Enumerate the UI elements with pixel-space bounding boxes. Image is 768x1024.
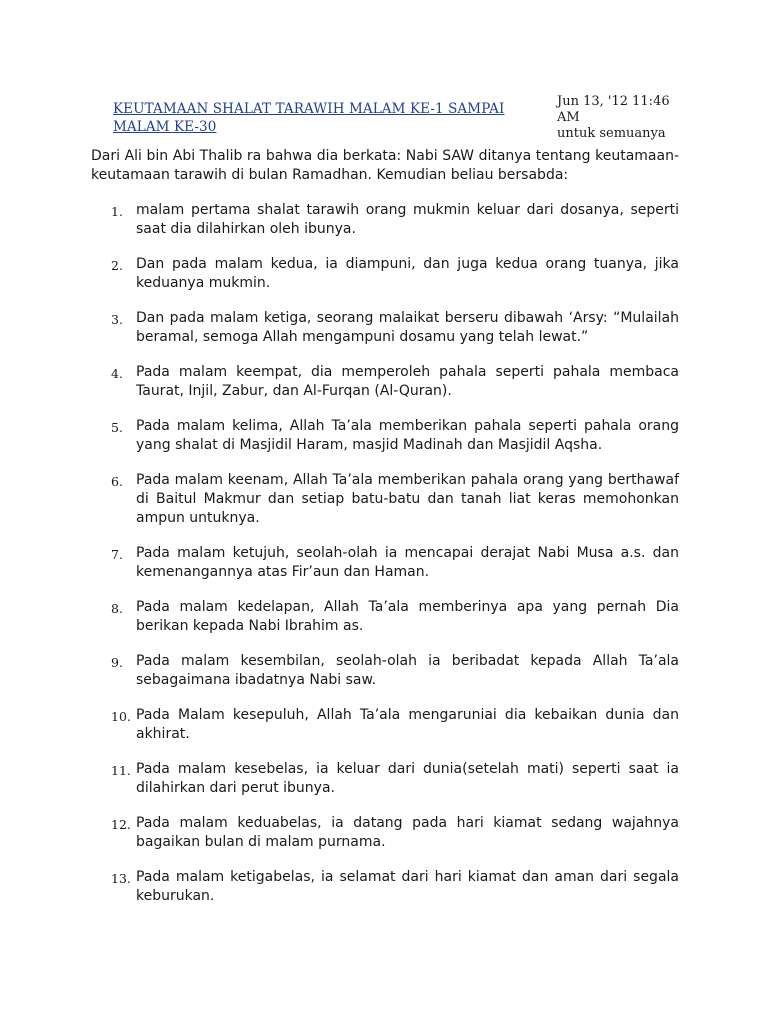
post-meta	[557, 94, 707, 142]
list-item	[91, 309, 679, 347]
list-item	[91, 544, 679, 582]
list-item-text: Pada malam kesebelas, ia keluar dari dunia(setelah mati) seperti saat ia dilahirkan dari perut ibunya.	[136, 761, 679, 796]
list-item-text: Pada malam keduabelas, ia datang pada hari kiamat sedang wajahnya bagaikan bulan di malam purnama.	[136, 815, 679, 850]
list-item-text: Pada malam kelima, Allah Ta’ala memberikan pahala seperti pahala orang yang shalat di Masjidil Haram, masjid Madinah dan Masjidil Aqsha.	[136, 418, 679, 453]
list-item	[91, 814, 679, 852]
article-title-link[interactable]	[113, 100, 505, 136]
list-item-number: 5.	[111, 420, 123, 435]
list-item-text: Dan pada malam kedua, ia diampuni, dan juga kedua orang tuanya, jika keduanya mukmin.	[136, 256, 679, 291]
list-item-number: 1.	[111, 204, 123, 219]
list-item-number: 10.	[111, 709, 131, 724]
list-item-text: malam pertama shalat tarawih orang mukmin keluar dari dosanya, seperti saat dia dilahirkan oleh ibunya.	[136, 202, 679, 237]
list-item-text: Pada malam kesembilan, seolah-olah ia beribadat kepada Allah Ta’ala sebagaimana ibadatnya Nabi saw.	[136, 653, 679, 688]
list-item	[91, 652, 679, 690]
article-title-line-1[interactable]: KEUTAMAAN SHALAT TARAWIH MALAM KE-1 SAMPAI	[113, 101, 505, 117]
list-item-number: 2.	[111, 258, 123, 273]
list-item-number: 3.	[111, 312, 123, 327]
list-item	[91, 201, 679, 239]
article-title-line-2[interactable]: MALAM KE-30	[113, 119, 217, 135]
list-item-text: Pada malam keempat, dia memperoleh pahala seperti pahala membaca Taurat, Injil, Zabur, dan Al-Furqan (Al-Quran).	[136, 364, 679, 399]
list-item	[91, 363, 679, 401]
list-item-number: 9.	[111, 655, 123, 670]
intro-paragraph: Dari Ali bin Abi Thalib ra bahwa dia berkata: Nabi SAW ditanya tentang keutamaan-keutamaan tarawih di bulan Ramadhan. Kemudian beliau bersabda:	[91, 148, 679, 183]
list-item-text: Pada malam keenam, Allah Ta’ala memberikan pahala orang yang berthawaf di Baitul Makmur dan setiap batu-batu dan tanah liat keras memohonkan ampun untuknya.	[136, 472, 679, 526]
list-item	[91, 868, 679, 906]
virtues-list	[91, 201, 679, 906]
list-item-number: 4.	[111, 366, 123, 381]
list-item-number: 11.	[111, 763, 131, 778]
list-item	[91, 760, 679, 798]
post-audience: untuk semuanya	[557, 126, 666, 141]
list-item	[91, 706, 679, 744]
list-item	[91, 417, 679, 455]
list-item	[91, 255, 679, 293]
list-item-number: 12.	[111, 817, 131, 832]
list-item-number: 13.	[111, 871, 131, 886]
post-date-line-2: AM	[557, 110, 580, 125]
list-item	[91, 598, 679, 636]
list-item	[91, 471, 679, 528]
post-date-line-1: Jun 13, '12 11:46	[557, 94, 670, 109]
list-item-number: 8.	[111, 601, 123, 616]
list-item-text: Pada malam kedelapan, Allah Ta’ala memberinya apa yang pernah Dia berikan kepada Nabi Ibrahim as.	[136, 599, 679, 634]
list-item-text: Pada malam ketujuh, seolah-olah ia mencapai derajat Nabi Musa a.s. dan kemenangannya atas Fir’aun dan Haman.	[136, 545, 679, 580]
list-item-text: Dan pada malam ketiga, seorang malaikat berseru dibawah ‘Arsy: “Mulailah beramal, semoga Allah mengampuni dosamu yang telah lewat.”	[136, 310, 679, 345]
list-item-text: Pada malam ketigabelas, ia selamat dari hari kiamat dan aman dari segala keburukan.	[136, 869, 679, 904]
list-item-number: 6.	[111, 474, 123, 489]
list-item-text: Pada Malam kesepuluh, Allah Ta’ala mengaruniai dia kebaikan dunia dan akhirat.	[136, 707, 679, 742]
list-item-number: 7.	[111, 547, 123, 562]
